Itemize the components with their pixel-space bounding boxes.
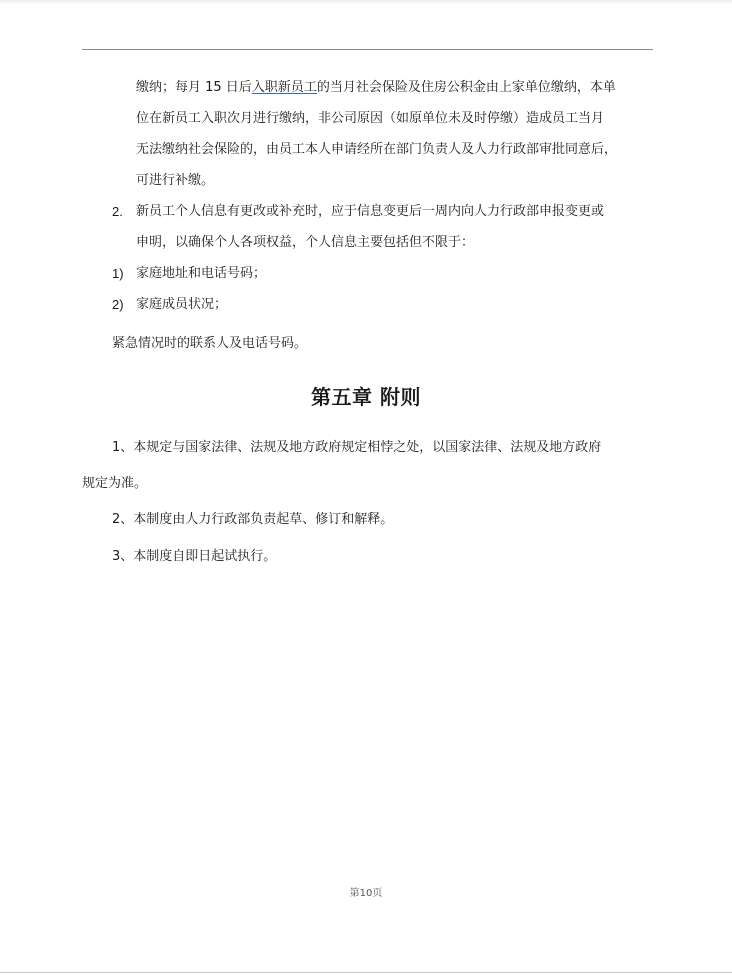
- para1-line2: 位在新员工入职次月进行缴纳，非公司原因（如原单位未及时停缴）造成员工当月: [136, 111, 605, 126]
- item2-number: 2.: [112, 204, 123, 219]
- page-number: 第10页: [349, 888, 383, 899]
- item2-line1: 新员工个人信息有更改或补充时，应于信息变更后一周内向人力行政部申报变更或: [136, 204, 605, 219]
- page-bottom-edge: [0, 972, 732, 973]
- sub1-number: 1): [112, 266, 124, 281]
- emergency-contact-line: 紧急情况时的联系人及电话号码。: [112, 336, 308, 351]
- para1-line3: 无法缴纳社会保险的，由员工本人申请经所在部门负责人及人力行政部审批同意后，: [136, 142, 618, 157]
- sub2-number: 2): [112, 297, 124, 312]
- header-rule: [82, 49, 653, 50]
- top-page-edge: [0, 0, 732, 4]
- para1-line1: [136, 80, 616, 96]
- article3: 3、本制度自即日起试执行。: [112, 549, 277, 564]
- chapter-title: 第五章 附则: [311, 385, 421, 409]
- sub2-text: 家庭成员状况；: [136, 297, 228, 312]
- para1-line4: 可进行补缴。: [136, 173, 215, 188]
- item2-line2: 申明，以确保个人各项权益，个人信息主要包括但不限于：: [136, 235, 475, 250]
- article1-line2: 规定为准。: [82, 476, 148, 491]
- article2: 2、本制度由人力行政部负责起草、修订和解释。: [112, 512, 394, 527]
- new-employee-link[interactable]: 入职新员工: [251, 80, 317, 95]
- para1-line1-text-a: 缴纳；每月 15 日后: [136, 80, 252, 95]
- para1-line1-text-b: 的当月社会保险及住房公积金由上家单位缴纳，本单: [316, 80, 616, 95]
- sub1-text: 家庭地址和电话号码；: [136, 266, 267, 281]
- article1-line1: 1、本规定与国家法律、法规及地方政府规定相悖之处，以国家法律、法规及地方政府: [112, 440, 602, 455]
